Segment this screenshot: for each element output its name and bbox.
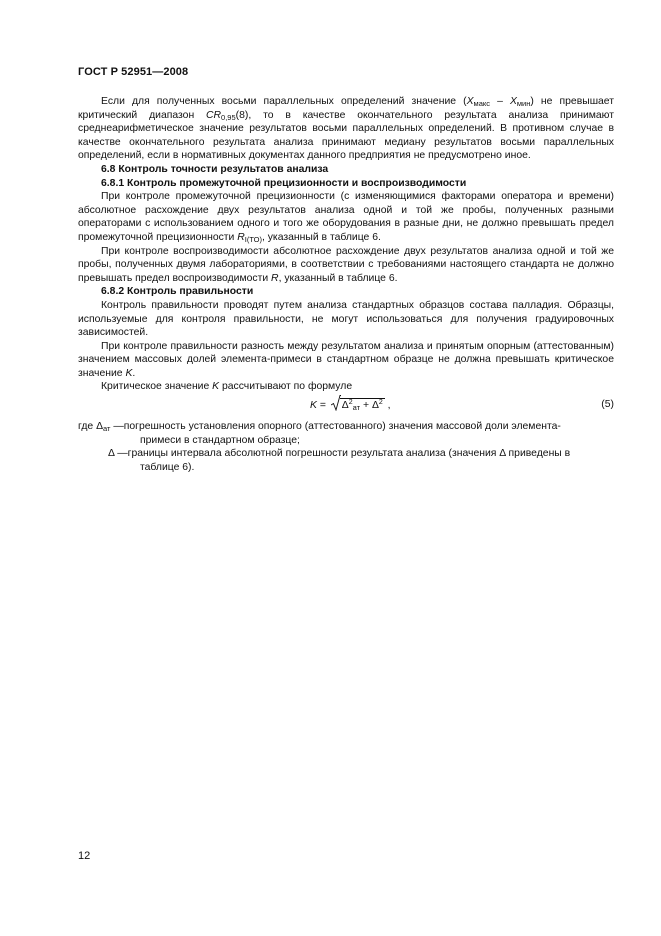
square-root: $\Delta^2_{ат} + \Delta^2$ xyxy=(331,398,385,413)
paragraph-result-rule: Если для полученных восьми параллельных определений значение $(X_{макс} - X_{мин})$ не превышает критический диапазон $CR_{0,95}(8)$, то в качестве окончательного результата анализа принимают среднеарифметическое значение результатов восьми параллельных определений. В противном случае в качестве окончательного результата анализа принимают медиану результатов восьми параллельных определений, если в нормативных документах данного предприятия не предусмотрено иное. xyxy=(78,96,615,162)
paragraph-accuracy-criterion: При контроле правильности разность между результатом анализа и принятым опорным (аттестованным) значением массовых долей элемента-примеси в стандартном образце не должна превышать критическое значение K. xyxy=(78,340,614,379)
document-body xyxy=(78,95,614,474)
page-number: 12 xyxy=(78,850,91,862)
paragraph-reproducibility: При контроле воспроизводимости абсолютное расхождение двух результатов анализа одной и той же пробы, полученных двумя лабораториями, в соответствии с требованиями настоящего стандарта не должно превышать предел воспроизводимости R, указанный в таблице 6. xyxy=(78,245,614,284)
where-legend xyxy=(78,420,614,474)
where-item-delta: Δ — границы интервала абсолютной погрешности результата анализа (значения Δ приведены в xyxy=(108,448,571,460)
paragraph-formula-intro: Критическое значение K рассчитывают по формуле xyxy=(101,381,353,393)
section-heading-6-8: 6.8 Контроль точности результатов анализа xyxy=(101,163,329,175)
where-item-delta-at-continuation: примеси в стандартном образце; xyxy=(140,434,300,446)
paragraph-intermediate-precision: При контроле промежуточной прецизионности (с изменяющимися факторами оператора и времени) абсолютное расхождение двух результатов анализа одной и той же пробы, полученных разными операторами с использованием одного и того же оборудования в разные дни, не должно превышать предел промежуточной прецизионности $R_{I(ТО)}$, указанный в таблице 6. xyxy=(78,191,614,244)
radical-sign-icon xyxy=(331,395,341,411)
section-heading-6-8-2: 6.8.2 Контроль правильности xyxy=(101,286,254,298)
document-header: ГОСТ Р 52951—2008 xyxy=(78,66,189,78)
where-item-delta-at: где $\Delta_{ат}$ — погрешность установления опорного (аттестованного) значения массовой доли элемента- xyxy=(78,421,561,434)
formula-row xyxy=(78,396,614,418)
formula-5: K = $\Delta^2_{ат} + \Delta^2$ , xyxy=(310,398,391,413)
equation-number: (5) xyxy=(601,399,614,411)
section-heading-6-8-1: 6.8.1 Контроль промежуточной прецизионности и воспроизводимости xyxy=(101,177,467,189)
where-item-delta-continuation: таблице 6). xyxy=(140,461,195,473)
paragraph-accuracy-control: Контроль правильности проводят путем анализа стандартных образцов состава палладия. Образцы, используемые для контроля правильности, не могут использоваться для получения градуировочных зависимостей. xyxy=(78,299,614,339)
